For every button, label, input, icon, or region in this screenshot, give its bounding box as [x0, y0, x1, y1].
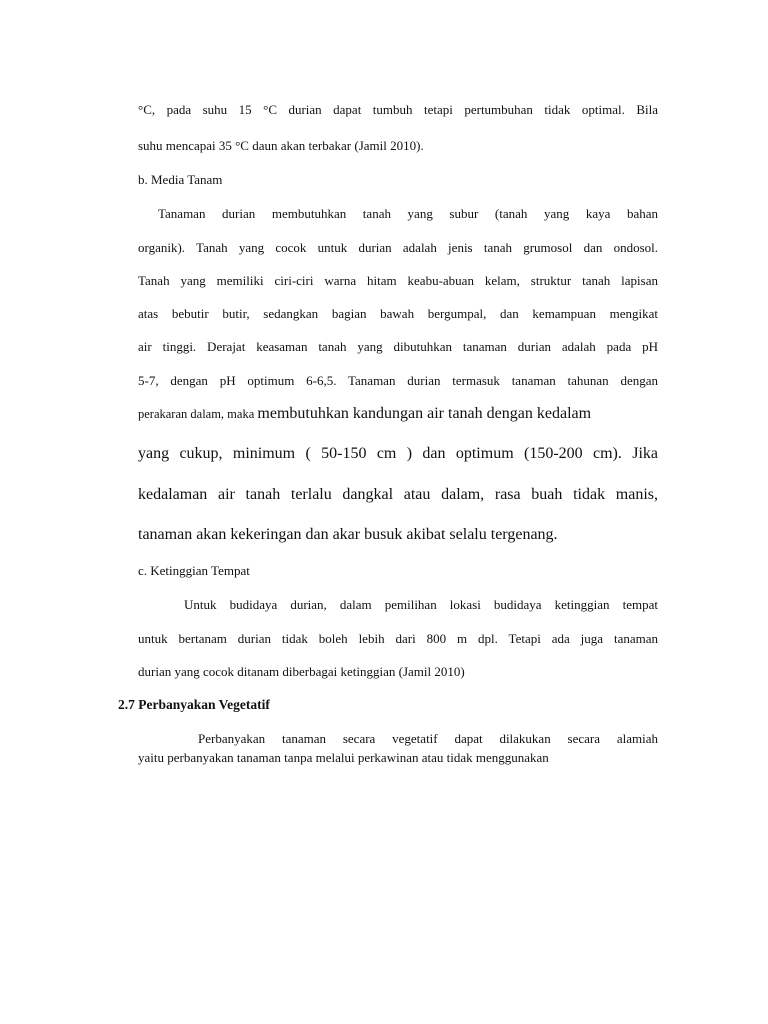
paragraph-line: Perbanyakan tanaman secara vegetatif dapat dilakukan secara alamiah [198, 731, 658, 746]
paragraph-line: yaitu perbanyakan tanaman tanpa melalui perkawinan atau tidak menggunakan [138, 750, 549, 765]
section-heading-media-tanam: b. Media Tanam [138, 172, 223, 187]
paragraph-line: durian yang cocok ditanam diberbagai ketinggian (Jamil 2010) [138, 664, 465, 679]
paragraph-line-large: kedalaman air tanah terlalu dangkal atau dalam, rasa buah tidak manis, [138, 486, 658, 503]
paragraph-line: atas bebutir butir, sedangkan bagian bawah bergumpal, dan kemampuan mengikat [138, 306, 658, 321]
paragraph-line: Tanaman durian membutuhkan tanah yang subur (tanah yang kaya bahan [158, 206, 658, 221]
section-heading-perbanyakan-vegetatif: 2.7 Perbanyakan Vegetatif [118, 697, 270, 712]
paragraph-line-large: yang cukup, minimum ( 50-150 cm ) dan optimum (150-200 cm). Jika [138, 445, 658, 462]
large-text: membutuhkan kandungan air tanah dengan kedalam [257, 405, 592, 422]
paragraph-line: untuk bertanam durian tidak boleh lebih dari 800 m dpl. Tetapi ada juga tanaman [138, 631, 658, 646]
paragraph-line-large: tanaman akan kekeringan dan akar busuk akibat selalu tergenang. [138, 526, 558, 543]
paragraph-line: Untuk budidaya durian, dalam pemilihan lokasi budidaya ketinggian tempat [184, 597, 658, 612]
paragraph-line: air tinggi. Derajat keasaman tanah yang dibutuhkan tanaman durian adalah pada pH [138, 339, 658, 354]
paragraph-line: °C, pada suhu 15 °C durian dapat tumbuh tetapi pertumbuhan tidak optimal. Bila [138, 102, 658, 117]
paragraph-line-mixed [138, 404, 658, 424]
paragraph-line: organik). Tanah yang cocok untuk durian adalah jenis tanah grumosol dan ondosol. [138, 240, 658, 255]
small-text: perakaran dalam, maka [138, 407, 258, 421]
paragraph-line: Tanah yang memiliki ciri-ciri warna hitam keabu-abuan kelam, struktur tanah lapisan [138, 273, 658, 288]
paragraph-line: suhu mencapai 35 °C daun akan terbakar (Jamil 2010). [138, 138, 424, 153]
paragraph-line: 5-7, dengan pH optimum 6-6,5. Tanaman durian termasuk tanaman tahunan dengan [138, 373, 658, 388]
section-heading-ketinggian-tempat: c. Ketinggian Tempat [138, 563, 250, 578]
